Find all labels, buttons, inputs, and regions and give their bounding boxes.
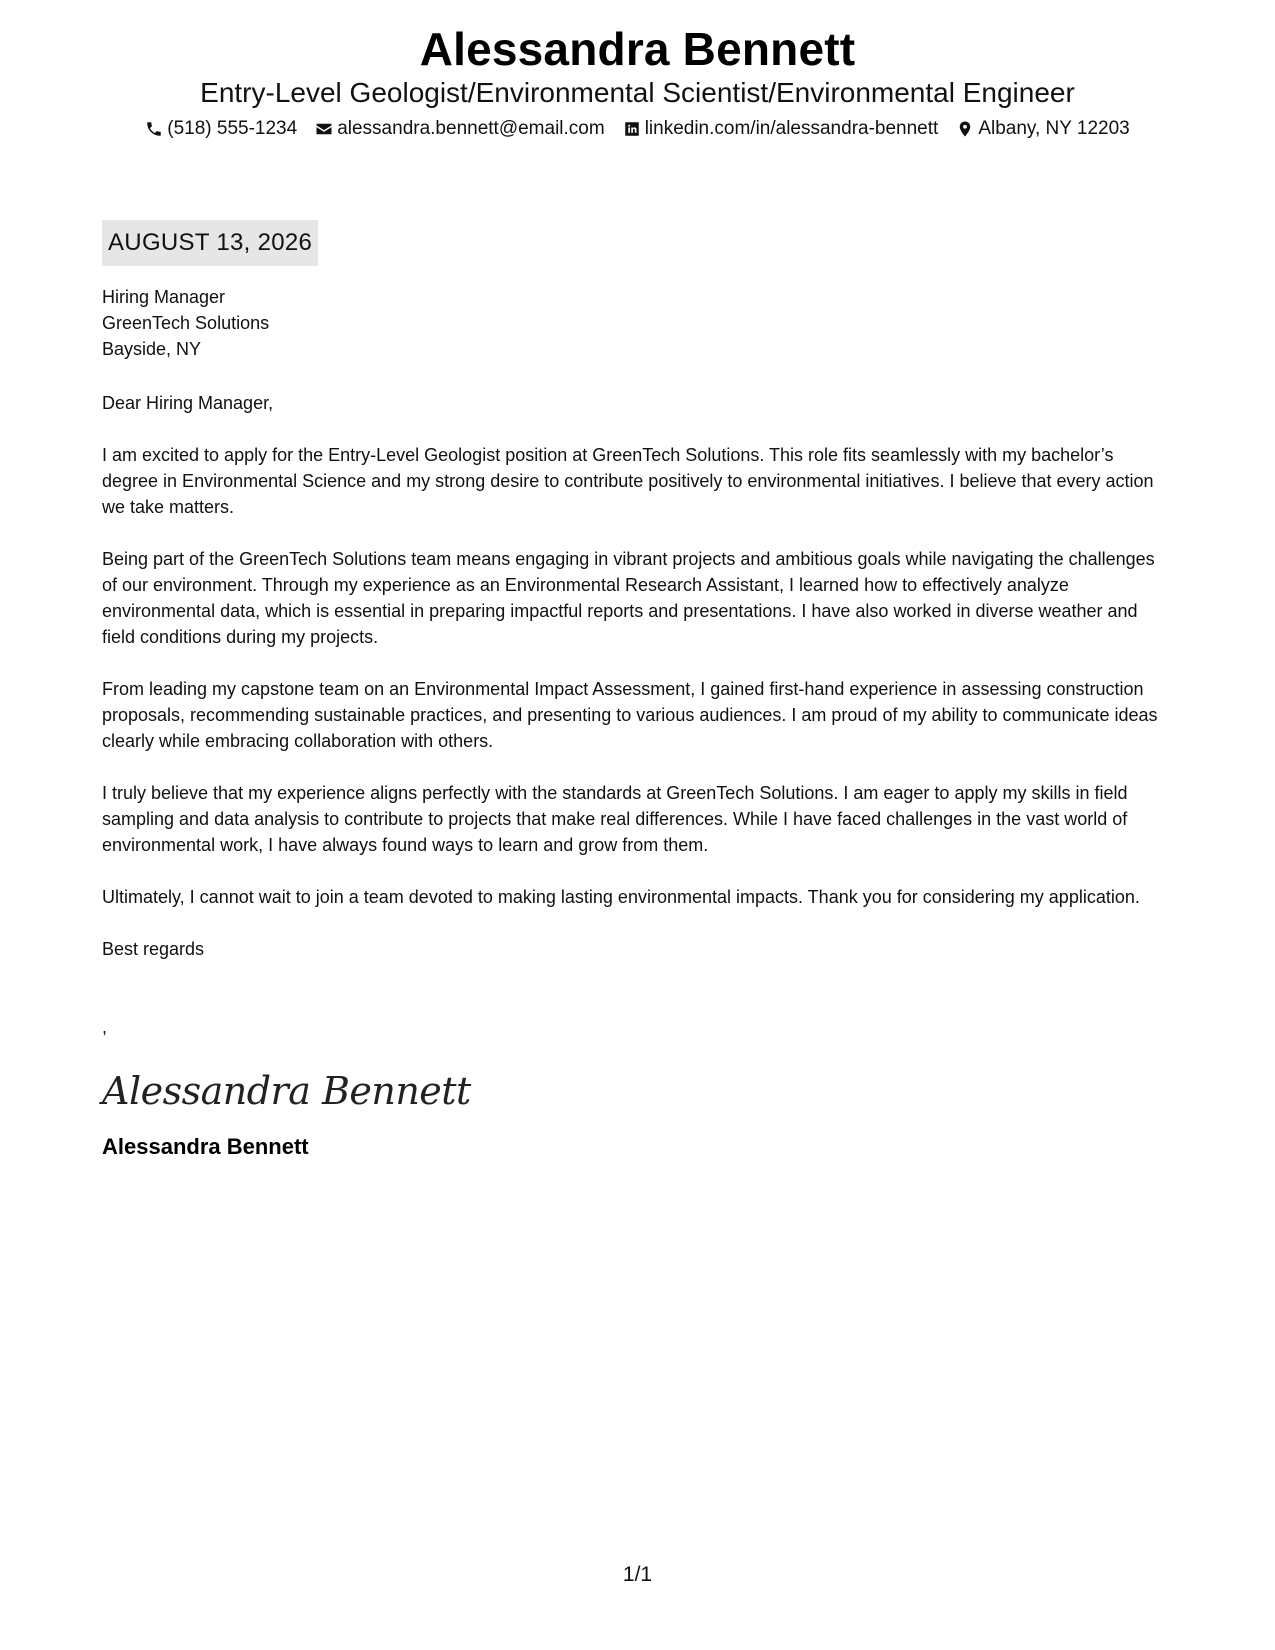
recipient-company: GreenTech Solutions [102,313,270,333]
phone-icon [145,120,163,138]
applicant-name: Alessandra Bennett [419,23,856,75]
location-text: Albany, NY 12203 [978,118,1130,139]
paragraph-1: I am excited to apply for the Entry-Level Geologist position at GreenTech Solutions. This role fits seamlessly with my bachelor’s degree in Environmental Science and my strong desire to contribute positively to environmental initiatives. I believe that every action we take matters. [102,445,1154,517]
contact-phone [145,116,297,142]
signer-name: Alessandra Bennett [102,1134,309,1159]
recipient-location: Bayside, NY [102,339,202,359]
phone-text: (518) 555-1234 [167,118,298,139]
contact-linkedin[interactable] [623,116,939,142]
paragraph-3: From leading my capstone team on an Environmental Impact Assessment, I gained first-hand experience in assessing construction proposals, recommending sustainable practices, and presenting to various audiences. I am proud of my ability to communicate ideas clearly while embracing collaboration with others. [102,679,1158,751]
applicant-title: Entry-Level Geologist/Environmental Scientist/Environmental Engineer [200,77,1075,108]
signature-text: Alessandra Bennett [102,1069,471,1113]
paragraph-5: Ultimately, I cannot wait to join a team devoted to making lasting environmental impacts. Thank you for considering my application. [102,887,1140,907]
email-text: alessandra.bennett@email.com [337,118,605,139]
letter-body [102,220,1162,1162]
recipient-block [102,284,1162,362]
letter-date: AUGUST 13, 2026 [102,220,318,266]
handwritten-signature [102,1062,471,1118]
linkedin-icon [623,120,641,138]
linkedin-text: linkedin.com/in/alessandra-bennett [644,118,939,139]
paragraph-2: Being part of the GreenTech Solutions team means engaging in vibrant projects and ambitious goals while navigating the challenges of our environment. Through my experience as an Environmental Research Assistant, I learned how to effectively analyze environmental data, which is essential in preparing impactful reports and presentations. I have also worked in diverse weather and field conditions during my projects. [102,549,1155,647]
contact-location [956,116,1129,142]
closing-comma: , [102,1017,108,1037]
map-pin-icon [956,120,974,138]
paragraph-4: I truly believe that my experience aligns perfectly with the standards at GreenTech Solutions. I am eager to apply my skills in field sampling and data analysis to contribute to projects that make real differences. While I have faced challenges in the vast world of environmental work, I have always found ways to learn and grow from them. [102,783,1128,855]
recipient-title: Hiring Manager [102,287,226,307]
contact-email[interactable] [315,116,604,142]
salutation: Dear Hiring Manager, [102,393,274,413]
envelope-icon [315,120,333,138]
page-number: 1/1 [622,1563,653,1586]
contact-bar [0,116,1275,142]
letter-header [0,22,1275,142]
closing: Best regards [102,939,205,959]
